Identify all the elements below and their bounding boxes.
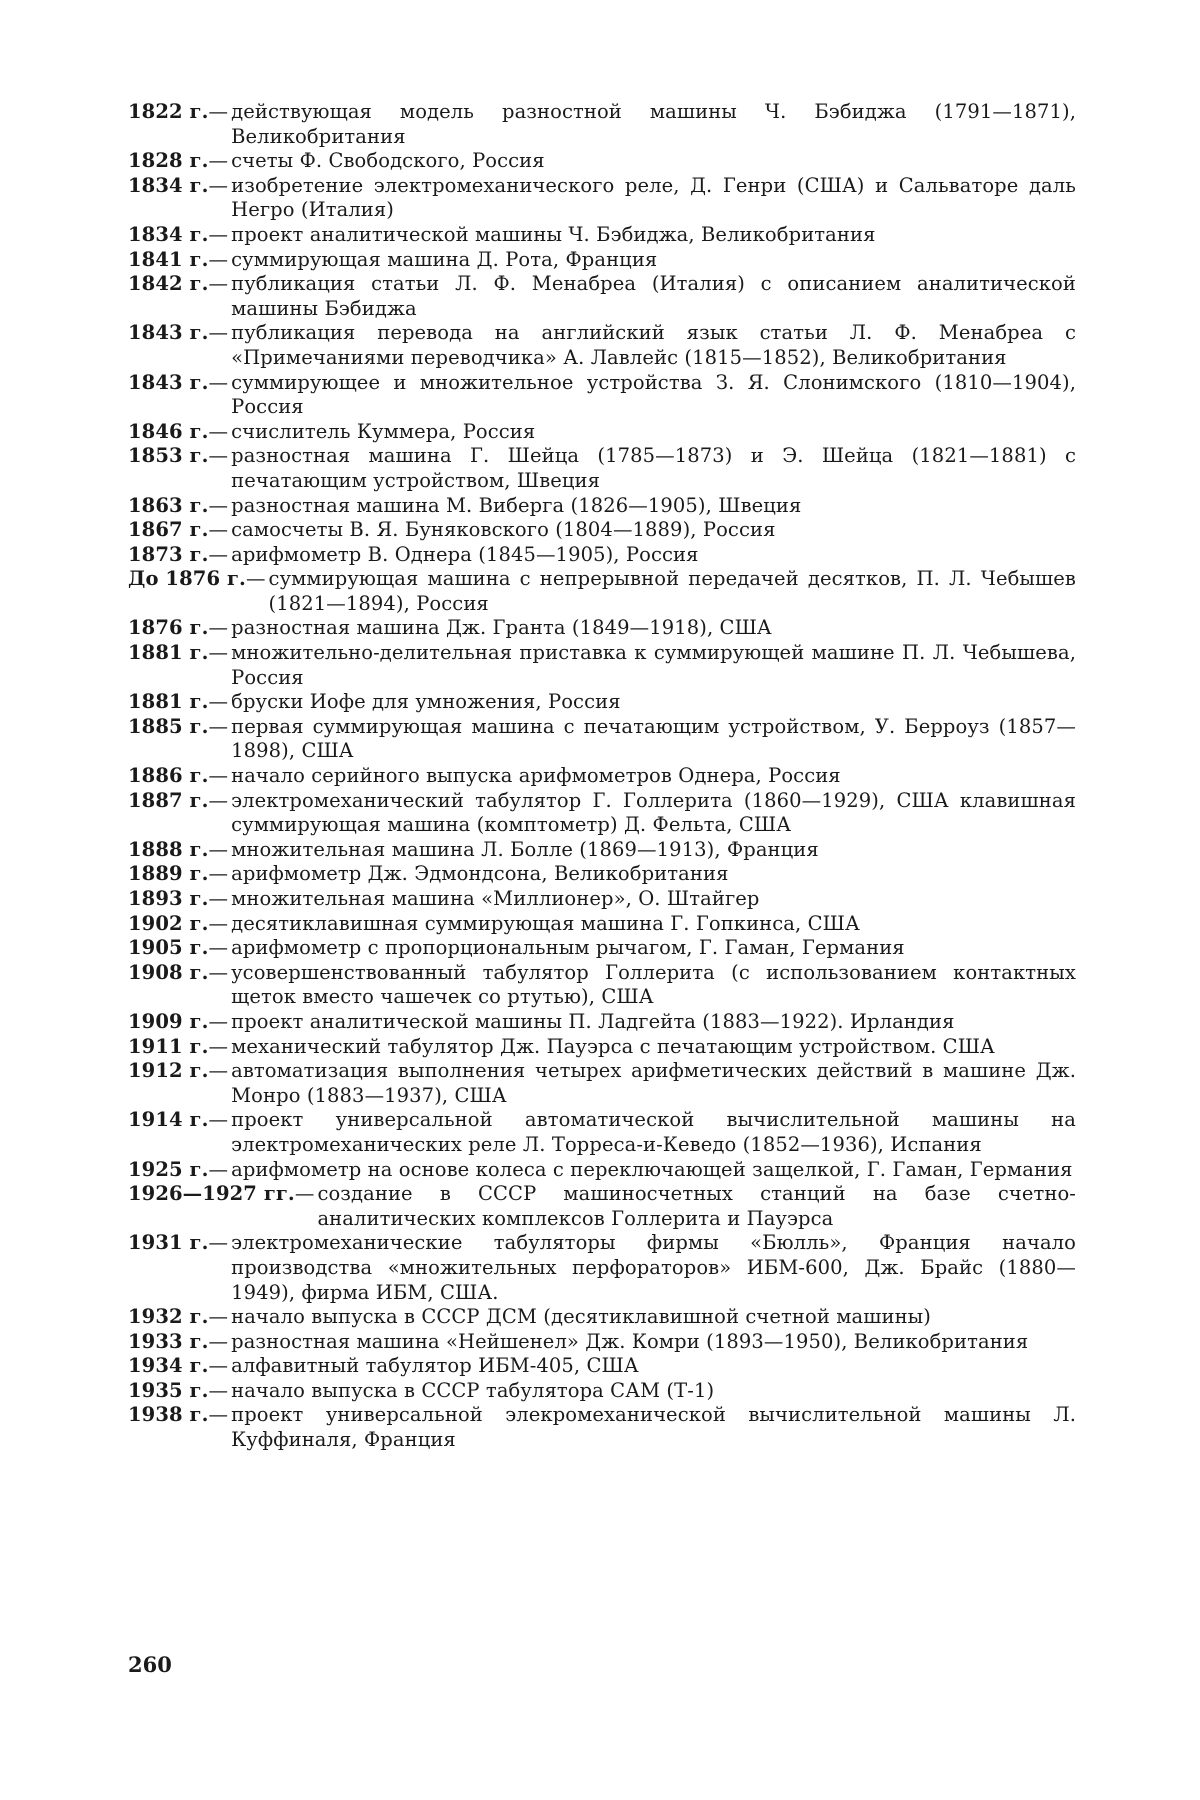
entry-date: 1886 г. (128, 764, 209, 788)
entry-date: 1932 г. (128, 1305, 209, 1329)
entry-date: 1934 г. (128, 1354, 209, 1378)
entry-text: механический табулятор Дж. Пауэрса с печатающим устройством. США (231, 1034, 995, 1058)
chronology-entry (128, 1059, 1076, 1108)
entry-date: 1834 г. (128, 222, 209, 246)
chronology-entry (128, 543, 1076, 568)
entry-text: разностная машина Дж. Гранта (1849—1918), США (231, 616, 772, 640)
entry-dash: — (208, 616, 229, 640)
entry-dash: — (208, 1009, 229, 1033)
chronology-entry (128, 1330, 1076, 1355)
entry-text: разностная машина Г. Шейца (1785—1873) и Э. Шейца (1821—1881) с печатающим устройством, Швеция (231, 444, 1076, 492)
entry-dash: — (208, 100, 229, 123)
entry-date: 1893 г. (128, 887, 209, 910)
entry-dash: — (208, 1305, 229, 1329)
entry-text: проект универсальной элекромеханической вычислительной машины Л. Куффиналя, Франция (231, 1403, 1076, 1452)
entry-dash: — (208, 222, 229, 246)
chronology-entry (128, 248, 1076, 273)
entry-text: арифмометр Дж. Эдмондсона, Великобритания (231, 862, 729, 886)
entry-date: 1867 г. (128, 518, 209, 542)
entry-date: 1834 г. (128, 173, 209, 197)
page-number: 260 (128, 1652, 172, 1677)
chronology-entry (128, 961, 1076, 1010)
entry-dash: — (208, 370, 229, 394)
entry-dash: — (208, 960, 229, 984)
entry-dash: — (294, 1182, 315, 1206)
entry-text: множительная машина Л. Болле (1869—1913), Франция (231, 837, 819, 861)
entry-date: До 1876 г. (128, 567, 246, 591)
entry-text: проект аналитической машины Ч. Бэбиджа, Великобритания (231, 222, 876, 246)
entry-dash: — (208, 173, 229, 197)
entry-dash: — (208, 641, 229, 665)
entry-text: десятиклавишная суммирующая машина Г. Гопкинса, США (231, 911, 860, 935)
entry-date: 1881 г. (128, 641, 209, 665)
entry-date: 1935 г. (128, 1378, 209, 1402)
entry-dash: — (208, 1157, 229, 1181)
entry-text: публикация перевода на английский язык статьи Л. Ф. Менабреа с «Примечаниями переводчика» А. Лавлейс (1815—1852), Великобритания (231, 321, 1076, 369)
entry-text: электромеханические табуляторы фирмы «Бюлль», Франция начало производства «множительных перфораторов» ИБМ-600, Дж. Брайс (1880—1949), фирма ИБМ, США. (231, 1231, 1076, 1304)
chronology-entry (128, 444, 1076, 493)
entry-dash: — (208, 444, 229, 468)
chronology-entry (128, 223, 1076, 248)
entry-dash: — (245, 567, 266, 591)
chronology-entry (128, 149, 1076, 174)
entry-text: суммирующее и множительное устройства З. Я. Слонимского (1810—1904), Россия (231, 370, 1076, 419)
chronology-entry (128, 420, 1076, 445)
chronology-list (128, 100, 1076, 1453)
entry-date: 1914 г. (128, 1108, 209, 1132)
chronology-entry (128, 174, 1076, 223)
entry-text: действующая модель разностной машины Ч. Бэбиджа (1791—1871), Великобритания (231, 100, 1076, 148)
entry-dash: — (208, 542, 229, 566)
chronology-entry (128, 838, 1076, 863)
chronology-entry (128, 272, 1076, 321)
entry-text: изобретение электромеханического реле, Д. Генри (США) и Сальваторе даль Негро (Италия) (231, 173, 1076, 222)
entry-date: 1846 г. (128, 419, 209, 443)
entry-date: 1843 г. (128, 370, 209, 394)
entry-date: 1828 г. (128, 149, 209, 173)
entry-date: 1887 г. (128, 788, 209, 812)
entry-date: 1822 г. (128, 100, 209, 123)
entry-date: 1881 г. (128, 690, 209, 714)
chronology-entry (128, 518, 1076, 543)
entry-text: арифмометр В. Однера (1845—1905), Россия (231, 542, 699, 566)
chronology-entry (128, 789, 1076, 838)
chronology-entry (128, 100, 1076, 149)
chronology-entry (128, 936, 1076, 961)
entry-date: 1842 г. (128, 272, 209, 296)
chronology-entry (128, 641, 1076, 690)
entry-text: начало выпуска в СССР ДСМ (десятиклавишной счетной машины) (231, 1305, 931, 1329)
entry-date: 1908 г. (128, 960, 209, 984)
entry-dash: — (208, 837, 229, 861)
entry-text: усовершенствованный табулятор Голлерита (с использованием контактных щеток вместо чашечек со ртутью), США (231, 960, 1076, 1009)
chronology-entry (128, 1035, 1076, 1060)
entry-text: автоматизация выполнения четырех арифметических действий в машине Дж. Монро (1883—1937), США (231, 1059, 1076, 1107)
entry-dash: — (208, 1108, 229, 1132)
entry-date: 1843 г. (128, 321, 209, 345)
entry-date: 1863 г. (128, 493, 209, 517)
entry-date: 1911 г. (128, 1034, 209, 1058)
entry-text: суммирующая машина с непрерывной передачей десятков, П. Л. Чебышев (1821—1894), Россия (268, 567, 1076, 615)
entry-dash: — (208, 1059, 229, 1083)
entry-date: 1905 г. (128, 936, 209, 960)
entry-dash: — (208, 764, 229, 788)
chronology-entry (128, 567, 1076, 616)
chronology-entry (128, 1305, 1076, 1330)
entry-date: 1902 г. (128, 911, 209, 935)
entry-date: 1938 г. (128, 1403, 209, 1427)
entry-date: 1841 г. (128, 247, 209, 271)
entry-text: арифмометр с пропорциональным рычагом, Г. Гаман, Германия (231, 936, 905, 960)
entry-dash: — (208, 862, 229, 886)
entry-text: арифмометр на основе колеса с переключающей защелкой, Г. Гаман, Германия (231, 1157, 1073, 1181)
entry-dash: — (208, 690, 229, 714)
chronology-entry (128, 1010, 1076, 1035)
chronology-entry (128, 912, 1076, 937)
entry-date: 1885 г. (128, 714, 209, 738)
entry-text: счислитель Куммера, Россия (231, 419, 536, 443)
entry-text: разностная машина М. Виберга (1826—1905), Швеция (231, 493, 802, 517)
entry-text: счеты Ф. Свободского, Россия (231, 149, 545, 173)
entry-dash: — (208, 714, 229, 738)
entry-date: 1853 г. (128, 444, 209, 468)
entry-text: множительная машина «Миллионер», О. Штайгер (231, 887, 760, 910)
entry-date: 1931 г. (128, 1231, 209, 1255)
entry-text: проект аналитической машины П. Ладгейта (1883—1922). Ирландия (231, 1009, 955, 1033)
entry-dash: — (208, 911, 229, 935)
entry-dash: — (208, 887, 229, 910)
entry-text: множительно-делительная приставка к суммирующей машине П. Л. Чебышева, Россия (231, 641, 1076, 689)
chronology-entry (128, 1231, 1076, 1305)
entry-dash: — (208, 1034, 229, 1058)
entry-dash: — (208, 1378, 229, 1402)
entry-text: алфавитный табулятор ИБМ-405, США (231, 1354, 639, 1378)
entry-text: самосчеты В. Я. Буняковского (1804—1889), Россия (231, 518, 776, 542)
chronology-entry (128, 1158, 1076, 1183)
entry-dash: — (208, 1354, 229, 1378)
chronology-entry (128, 862, 1076, 887)
chronology-entry (128, 887, 1076, 912)
chronology-entry (128, 1379, 1076, 1404)
chronology-entry (128, 371, 1076, 420)
chronology-entry (128, 494, 1076, 519)
entry-text: начало серийного выпуска арифмометров Однера, Россия (231, 764, 841, 788)
entry-date: 1889 г. (128, 862, 209, 886)
entry-dash: — (208, 1403, 229, 1427)
entry-dash: — (208, 272, 229, 296)
chronology-entry (128, 690, 1076, 715)
entry-dash: — (208, 936, 229, 960)
chronology-entry (128, 321, 1076, 370)
chronology-entry (128, 1354, 1076, 1379)
entry-dash: — (208, 149, 229, 173)
entry-date: 1933 г. (128, 1329, 209, 1353)
chronology-entry (128, 616, 1076, 641)
entry-date: 1888 г. (128, 837, 209, 861)
entry-text: суммирующая машина Д. Рота, Франция (231, 247, 658, 271)
entry-dash: — (208, 518, 229, 542)
entry-date: 1909 г. (128, 1009, 209, 1033)
entry-dash: — (208, 321, 229, 345)
entry-text: публикация статьи Л. Ф. Менабреа (Италия) с описанием аналитической машины Бэбиджа (231, 272, 1076, 320)
entry-dash: — (208, 247, 229, 271)
chronology-entry (128, 764, 1076, 789)
entry-text: разностная машина «Нейшенел» Дж. Комри (1893—1950), Великобритания (231, 1329, 1029, 1353)
entry-dash: — (208, 493, 229, 517)
entry-date: 1876 г. (128, 616, 209, 640)
entry-date: 1925 г. (128, 1157, 209, 1181)
entry-text: бруски Иофе для умножения, Россия (231, 690, 621, 714)
entry-text: проект универсальной автоматической вычислительной машины на электромеханических реле Л. Торреса-и-Кеведо (1852—1936), Испания (231, 1108, 1076, 1156)
chronology-entry (128, 1403, 1076, 1452)
chronology-entry (128, 1108, 1076, 1157)
entry-dash: — (208, 1231, 229, 1255)
entry-date: 1873 г. (128, 542, 209, 566)
entry-text: создание в СССР машиносчетных станций на базе счетно-аналитических комплексов Голлерита и Пауэрса (317, 1182, 1076, 1230)
entry-text: электромеханический табулятор Г. Голлерита (1860—1929), США клавишная суммирующая машина (комптометр) Д. Фельта, США (231, 788, 1076, 837)
entry-dash: — (208, 788, 229, 812)
entry-date: 1926—1927 гг. (128, 1182, 295, 1206)
entry-text: начало выпуска в СССР табулятора САМ (Т-1) (231, 1378, 715, 1402)
entry-text: первая суммирующая машина с печатающим устройством, У. Берроуз (1857—1898), США (231, 714, 1076, 763)
chronology-entry (128, 1182, 1076, 1231)
entry-date: 1912 г. (128, 1059, 209, 1083)
chronology-entry (128, 715, 1076, 764)
entry-dash: — (208, 1329, 229, 1353)
entry-dash: — (208, 419, 229, 443)
